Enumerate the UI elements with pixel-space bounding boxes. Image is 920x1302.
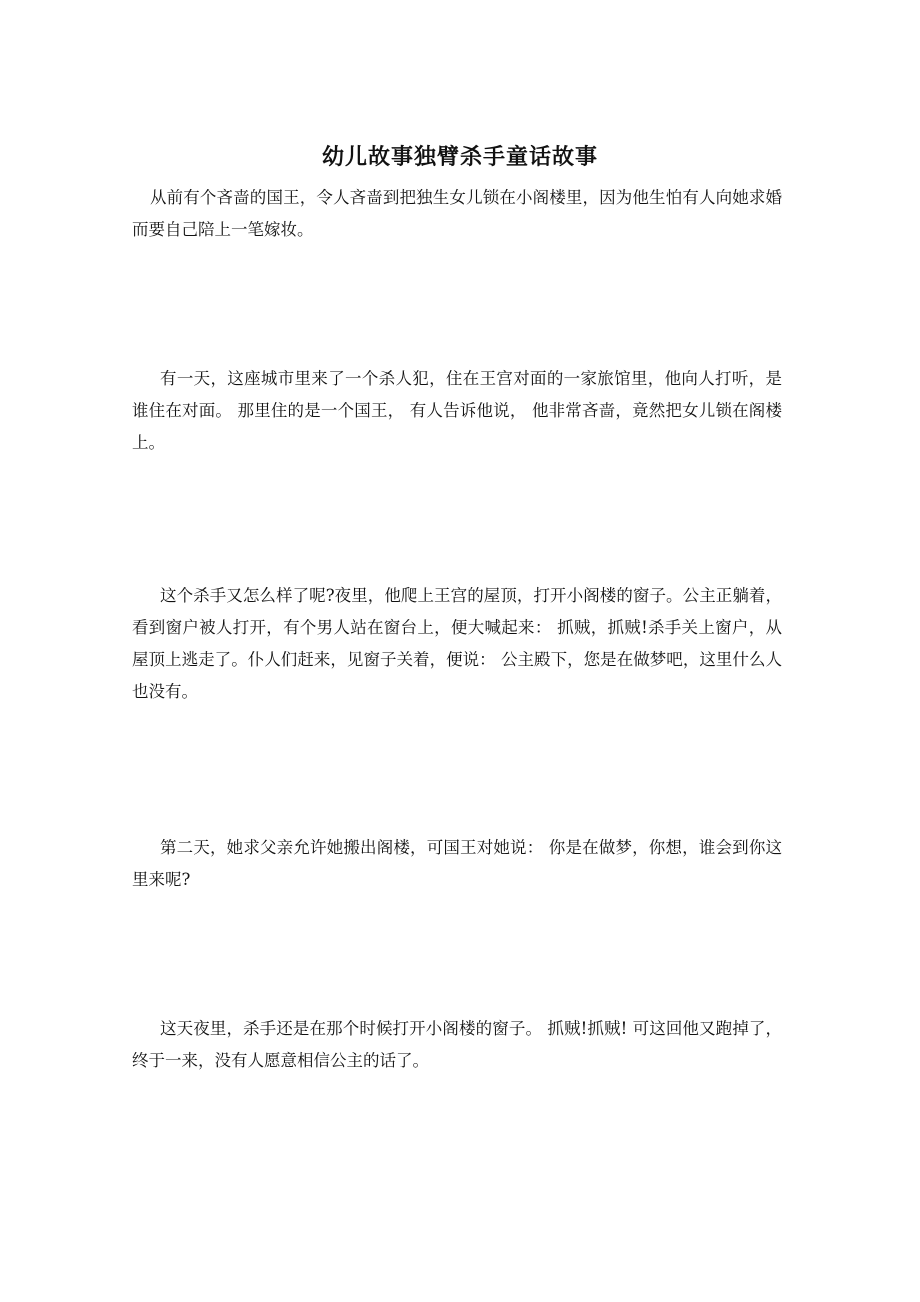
- paragraph-2: 有一天，这座城市里来了一个杀人犯，住在王宫对面的一家旅馆里，他向人打听，是谁住在对面。 那里住的是一个国王， 有人告诉他说， 他非常吝啬，竟然把女儿锁在阁楼上。: [132, 369, 782, 452]
- document-title: 幼儿故事独臂杀手童话故事: [321, 144, 598, 170]
- paragraph-5: 这天夜里，杀手还是在那个时候打开小阁楼的窗子。 抓贼!抓贼! 可这回他又跑掉了，终于一来，没有人愿意相信公主的话了。: [132, 1019, 782, 1070]
- paragraph-1: 从前有个吝啬的国王，令人吝啬到把独生女儿锁在小阁楼里，因为他生怕有人向她求婚而要自己陪上一笔嫁妆。: [132, 188, 782, 239]
- paragraph-4: 第二天，她求父亲允许她搬出阁楼，可国王对她说： 你是在做梦，你想，谁会到你这里来呢?: [132, 838, 782, 889]
- paragraph-3: 这个杀手又怎么样了呢?夜里，他爬上王宫的屋顶，打开小阁楼的窗子。公主正躺着，看到窗户被人打开，有个男人站在窗台上，便大喊起来： 抓贼，抓贼!杀手关上窗户，从屋顶上逃走了。仆人们赶来，见窗子关着，便说： 公主殿下，您是在做梦吧，这里什么人也没有。: [132, 586, 782, 701]
